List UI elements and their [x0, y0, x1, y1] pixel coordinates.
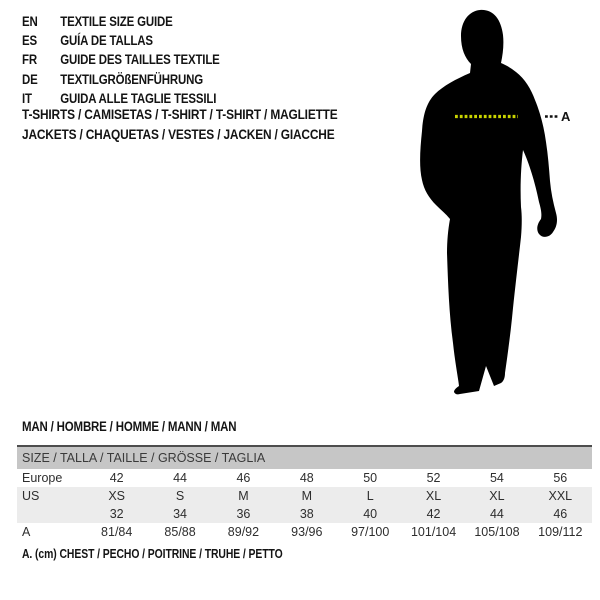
- language-row: [22, 50, 430, 69]
- language-code: EN: [22, 14, 38, 30]
- language-list: [22, 12, 430, 108]
- section-title-man: MAN / HOMBRE / HOMME / MANN / MAN: [22, 419, 237, 434]
- size-cell: 42: [109, 471, 124, 485]
- row-label: Europe: [22, 471, 63, 485]
- size-cell: 48: [299, 471, 314, 485]
- language-row: [22, 70, 430, 89]
- table-row-europe: [17, 469, 592, 487]
- man-silhouette-figure: [405, 0, 600, 400]
- man-silhouette-svg: [405, 0, 600, 400]
- category-jackets: JACKETS / CHAQUETAS / VESTES / JACKEN / GIACCHE: [22, 125, 335, 142]
- size-cell: XXL: [548, 489, 573, 503]
- language-label: TEXTILGRÖßENFÜHRUNG: [60, 71, 204, 87]
- language-row: [22, 12, 430, 31]
- size-cell: 46: [553, 507, 568, 521]
- measure-label-a: A: [561, 109, 571, 124]
- size-cell: 97/100: [351, 525, 390, 539]
- size-cell: 81/84: [101, 525, 133, 539]
- size-cell: M: [301, 489, 313, 503]
- size-cell: 42: [426, 507, 441, 521]
- size-cell: 50: [363, 471, 378, 485]
- language-code: DE: [22, 71, 38, 87]
- man-silhouette: [420, 10, 557, 394]
- size-cell: 46: [236, 471, 251, 485]
- size-cell: 89/92: [227, 525, 260, 539]
- table-row-us: [17, 487, 592, 505]
- language-label: GUIDA ALLE TAGLIE TESSILI: [60, 90, 217, 106]
- language-label: TEXTILE SIZE GUIDE: [60, 14, 173, 30]
- language-label: GUÍA DE TALLAS: [60, 33, 153, 49]
- size-cell: 54: [489, 471, 504, 485]
- language-code: ES: [22, 33, 37, 49]
- footnote-chest: A. (cm) CHEST / PECHO / POITRINE / TRUHE / PETTO: [22, 546, 283, 561]
- language-code: FR: [22, 52, 37, 68]
- size-cell: 105/108: [474, 525, 520, 539]
- row-label: A: [22, 525, 31, 539]
- size-cell: 85/88: [164, 525, 196, 539]
- size-cell: 44: [489, 507, 504, 521]
- size-table: [17, 445, 592, 541]
- size-cell: S: [175, 489, 185, 503]
- size-cell: 109/112: [538, 525, 583, 539]
- size-cell: 32: [109, 507, 124, 521]
- row-label: US: [22, 489, 40, 503]
- size-cell: 36: [236, 507, 251, 521]
- table-row-us-numeric: [17, 505, 592, 523]
- size-cell: XL: [489, 489, 505, 503]
- size-cell: M: [238, 489, 249, 503]
- language-code: IT: [22, 90, 32, 106]
- size-cell: 38: [299, 507, 314, 521]
- size-cell: XS: [108, 489, 126, 503]
- category-tshirts: T-SHIRTS / CAMISETAS / T-SHIRT / T-SHIRT / MAGLIETTE: [22, 106, 338, 122]
- size-table-header: SIZE / TALLA / TAILLE / GRÖSSE / TAGLIA: [17, 447, 592, 469]
- size-cell: 56: [553, 471, 568, 485]
- size-cell: 44: [173, 471, 188, 485]
- size-cell: 93/96: [291, 525, 323, 539]
- language-label: GUIDE DES TAILLES TEXTILE: [60, 52, 220, 68]
- size-cell: 101/104: [410, 525, 457, 539]
- size-cell: L: [366, 489, 374, 503]
- size-cell: XL: [425, 489, 442, 503]
- size-cell: 52: [426, 471, 441, 485]
- language-row: [22, 31, 430, 50]
- size-cell: 40: [363, 507, 378, 521]
- table-row-chest-cm: [17, 523, 592, 541]
- size-cell: 34: [173, 507, 188, 521]
